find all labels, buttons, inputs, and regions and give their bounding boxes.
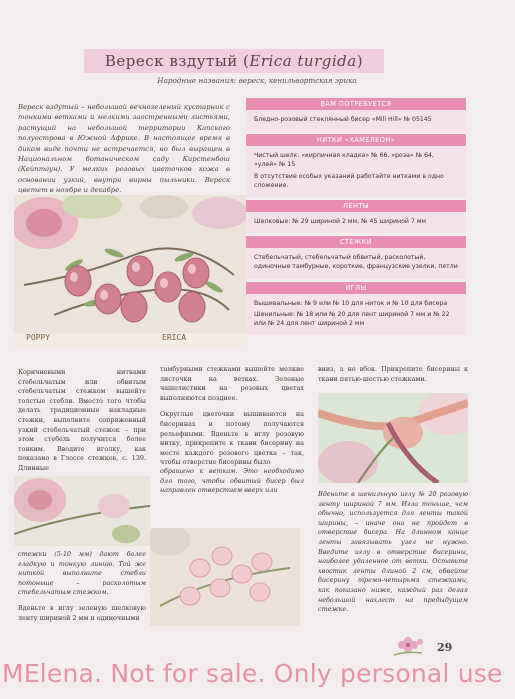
body-column-left-2: стежки (5-10 мм) дают более гладкую и тонкую линию. Той же ниткой выполните стебли потоньше – расколотым стебельчатым стежком. (18, 550, 146, 597)
sidebar-body-supplies: Бледно-розовый стеклянный бисер «Mill Hill» № 05145 (246, 110, 466, 131)
sidebar-body-threads: Чистый шелк: «кирпичная кладка» № 66, «роза» № 64, «улей» № 15 В отсутствие особых указаний работайте нитками в одно сложение. (246, 146, 466, 197)
sidebar-heading-ribbons: ЛЕНТЫ (246, 200, 466, 212)
sidebar-heading-threads: НИТКИ «ХАМЕЛЕОН» (246, 134, 466, 146)
body-column-middle-2: обращено к веткам. Это необходимо для того, чтобы обвитый бисер был направлен отверстием вверх или (160, 467, 304, 495)
materials-sidebar (246, 98, 466, 338)
beads-photo (150, 528, 300, 626)
sidebar-heading-needles: ИГЛЫ (246, 282, 466, 294)
body-column-right: вниз, а не вбок. Прикрепите бисерины к ткани пятью-шестью стежками. (318, 365, 468, 383)
page-number: 29 (437, 641, 453, 654)
sidebar-body-stitches: Стебельчатый, стебельчатый обвитый, расколотый, одиночные тамбурные, короткие, французские узелки, петли (246, 248, 466, 278)
body-column-middle: тамбурными стежками вышейте мелкие листочки на ветках. Зеленые чашелистики на розовых цветах выполняются позднее. Округлые цветочки вышиваются на бисеринах и потому получаются рельефными. Вденьте в иглу розовую нитку, прикрепите к ткани бисерину на месте каждого розового цветка – так, чтобы отверстие бисерины было (160, 365, 304, 467)
intro-paragraph: Вереск вздутый – небольшой вечнозеленый кустарник с тонкими ветками и мелкими заостренными листьями, растущий на небольшой территории Капского полуострова в Южной Африке. В настоящее время в диком виде почти не встречается, но был выращен в Национальном ботаническом саду Кирстенбош (Кейптаун). У мелких розовых цветочков кожа в основании узкий, внутри вирны пыльники. Вереск цветет в ноябре и декабре. (18, 103, 230, 195)
ribbon-photo (318, 393, 468, 483)
sidebar-body-ribbons: Шелковые: № 29 шириной 2 мм, № 45 шириной 7 мм (246, 212, 466, 233)
detail-photo-flowers (14, 476, 150, 546)
photo-label-erica: ERICA (162, 333, 187, 342)
watermark: MElena. Not for sale. Only personal use (2, 659, 503, 688)
embroidery-photo (14, 195, 246, 347)
sidebar-heading-stitches: СТЕЖКИ (246, 236, 466, 248)
flower-decoration-icon (392, 633, 432, 659)
sidebar-body-needles: Вышивальные: № 9 или № 10 для ниток и № 10 для бисера Шенильные: № 18 или № 20 для лент шириной 7 мм и № 22 или № 24 для лент шириной 2 мм (246, 294, 466, 336)
photo-label-poppy: POPPY (26, 333, 51, 342)
body-column-left: Коричневыми нитками стебельчатым или обвитым стебельчатым стежком вышейте толстые стебли. Вместо того чтобы делать традиционные накладные стежки, выполните сопряженный узкий стебельчатый стежок – при этом стебель получится более тонким. Вводите иголку, как показано в Глоссе стежков, с. 139. Длинные (18, 368, 146, 472)
body-column-left-3: Вденьте в иглу зеленую шелковую ленту шириной 2 мм и одиночными (18, 604, 146, 622)
page-subtitle: Народные названия: вереск, кенильвортская эрика (157, 76, 357, 85)
body-column-right-2: Вденьте в шенильную иглу № 20 розовую ленту шириной 7 мм. Игла тоньше, чем обычно, используется для ленты такой ширины, – иначе она не пройдет в отверстие бисера. На длинном конце ленты завязывать узел не нужно. Введите иглу в отверстие бисерины, наиболее удаленное от ветки. Оставьте хвостик ленты длиной 2 см, обвейте бисерину тремя-четырьмя стежками, как показано ниже, каждый раз делая небольшой нахлест на предыдущем стежке. (318, 490, 468, 614)
sidebar-heading-supplies: ВАМ ПОТРЕБУЕТСЯ (246, 98, 466, 110)
page-title: Вереск вздутый ( Erica turgida ) (84, 49, 384, 73)
